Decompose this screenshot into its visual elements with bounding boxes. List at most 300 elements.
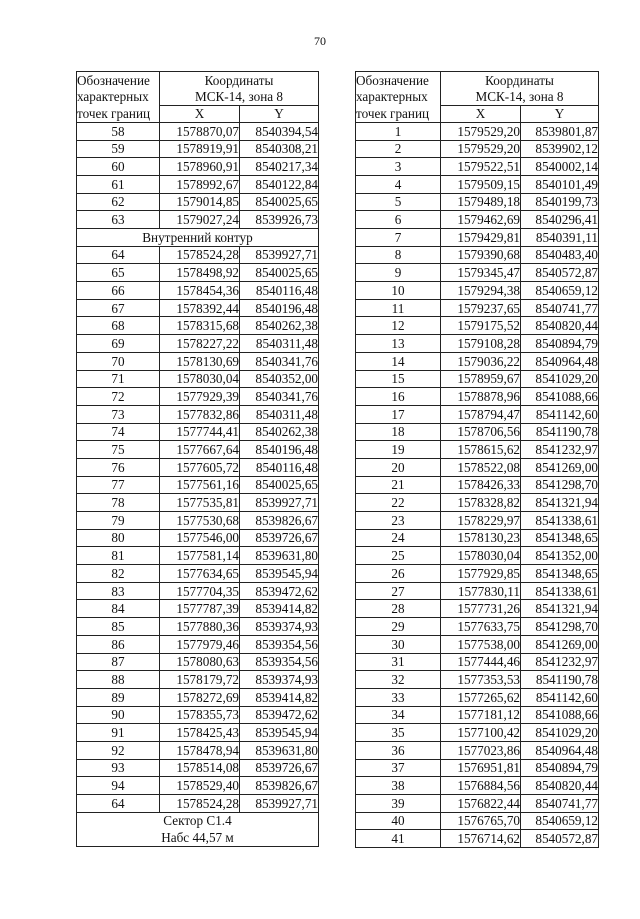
table-row [77, 582, 319, 600]
point-number: 39 [356, 795, 441, 813]
coord-x: 1577181,12 [441, 706, 521, 724]
point-number: 41 [356, 830, 441, 848]
point-number: 83 [77, 582, 160, 600]
table-row [77, 759, 319, 777]
coord-x: 1579175,52 [441, 317, 521, 335]
table-row [77, 264, 319, 282]
coord-y: 8540483,40 [521, 246, 599, 264]
coord-x: 1578272,69 [160, 688, 240, 706]
coord-x: 1577744,41 [160, 423, 240, 441]
coord-x: 1578425,43 [160, 724, 240, 742]
coord-y: 8539631,80 [240, 741, 319, 759]
coord-x: 1578426,33 [441, 476, 521, 494]
coord-y: 8540341,76 [240, 352, 319, 370]
table-row [356, 688, 599, 706]
table-row [77, 282, 319, 300]
coord-x: 1577535,81 [160, 494, 240, 512]
coord-x: 1579345,47 [441, 264, 521, 282]
coord-x: 1578328,82 [441, 494, 521, 512]
coord-x: 1579522,51 [441, 158, 521, 176]
point-number: 93 [77, 759, 160, 777]
coord-y: 8541338,61 [521, 512, 599, 530]
table-row [356, 175, 599, 193]
table-row [356, 423, 599, 441]
coord-x: 1579509,15 [441, 175, 521, 193]
coord-x: 1576765,70 [441, 812, 521, 830]
coord-y: 8539926,73 [240, 211, 319, 229]
coord-x: 1576714,62 [441, 830, 521, 848]
table-row [77, 635, 319, 653]
coord-x: 1579027,24 [160, 211, 240, 229]
coord-x: 1577023,86 [441, 741, 521, 759]
coord-y: 8539826,67 [240, 777, 319, 795]
coord-y: 8540659,12 [521, 812, 599, 830]
coord-y: 8539414,82 [240, 600, 319, 618]
point-number: 33 [356, 688, 441, 706]
coord-x: 1579529,20 [441, 140, 521, 158]
coord-y: 8539927,71 [240, 246, 319, 264]
coord-x: 1579237,65 [441, 299, 521, 317]
table-row [77, 352, 319, 370]
coord-y: 8541321,94 [521, 494, 599, 512]
table-row [356, 352, 599, 370]
point-number: 94 [77, 777, 160, 795]
table-row [356, 193, 599, 211]
coord-y: 8540196,48 [240, 299, 319, 317]
coord-x: 1579429,81 [441, 229, 521, 247]
coord-y: 8540659,12 [521, 282, 599, 300]
table-row [77, 423, 319, 441]
coord-x: 1578355,73 [160, 706, 240, 724]
point-number: 19 [356, 441, 441, 459]
point-number: 60 [77, 158, 160, 176]
coord-y: 8541029,20 [521, 724, 599, 742]
coord-x: 1577979,46 [160, 635, 240, 653]
table-row [356, 158, 599, 176]
coord-x: 1577832,86 [160, 405, 240, 423]
point-number: 67 [77, 299, 160, 317]
coord-y: 8540262,38 [240, 423, 319, 441]
point-number: 64 [77, 795, 160, 813]
coord-y: 8540308,21 [240, 140, 319, 158]
coord-y: 8541348,65 [521, 529, 599, 547]
coord-y: 8540352,00 [240, 370, 319, 388]
point-number: 31 [356, 653, 441, 671]
coord-x: 1578179,72 [160, 671, 240, 689]
header-points-label: характерных [77, 88, 160, 105]
table-row [356, 812, 599, 830]
table-row [356, 140, 599, 158]
coord-x: 1578524,28 [160, 795, 240, 813]
point-number: 70 [77, 352, 160, 370]
point-number: 89 [77, 688, 160, 706]
point-number: 58 [77, 122, 160, 140]
point-number: 30 [356, 635, 441, 653]
table-row [77, 547, 319, 565]
table-row [356, 211, 599, 229]
table-row [77, 370, 319, 388]
coord-y: 8540199,73 [521, 193, 599, 211]
coord-y: 8540002,14 [521, 158, 599, 176]
coord-y: 8540820,44 [521, 317, 599, 335]
coord-x: 1577667,64 [160, 441, 240, 459]
coord-y: 8541338,61 [521, 582, 599, 600]
coord-x: 1577830,11 [441, 582, 521, 600]
table-row [356, 335, 599, 353]
table-row [356, 370, 599, 388]
coord-x: 1578522,08 [441, 458, 521, 476]
point-number: 90 [77, 706, 160, 724]
table-row [356, 529, 599, 547]
coord-x: 1578870,07 [160, 122, 240, 140]
table-row [77, 512, 319, 530]
coord-x: 1579529,20 [441, 122, 521, 140]
table-row [77, 388, 319, 406]
coord-x: 1577787,39 [160, 600, 240, 618]
table-row [356, 600, 599, 618]
point-number: 61 [77, 175, 160, 193]
coord-y: 8540341,76 [240, 388, 319, 406]
table-row [77, 458, 319, 476]
coord-y: 8540394,54 [240, 122, 319, 140]
coord-x: 1577731,26 [441, 600, 521, 618]
page-number: 70 [314, 34, 326, 48]
coord-y: 8540311,48 [240, 405, 319, 423]
coordinates-table-right [355, 71, 599, 848]
point-number: 8 [356, 246, 441, 264]
coord-y: 8539414,82 [240, 688, 319, 706]
coord-x: 1577530,68 [160, 512, 240, 530]
coord-x: 1578992,67 [160, 175, 240, 193]
table-row [77, 175, 319, 193]
table-row [356, 476, 599, 494]
table-row [77, 317, 319, 335]
header-crs: МСК-14, зона 8 [441, 88, 599, 105]
coord-y: 8541269,00 [521, 635, 599, 653]
point-number: 29 [356, 618, 441, 636]
coord-y: 8540122,84 [240, 175, 319, 193]
coord-y: 8540741,77 [521, 299, 599, 317]
coord-x: 1578514,08 [160, 759, 240, 777]
coord-x: 1578229,97 [441, 512, 521, 530]
point-number: 37 [356, 759, 441, 777]
coord-x: 1577704,35 [160, 582, 240, 600]
point-number: 84 [77, 600, 160, 618]
point-number: 74 [77, 423, 160, 441]
point-number: 3 [356, 158, 441, 176]
point-number: 92 [77, 741, 160, 759]
coord-y: 8540572,87 [521, 830, 599, 848]
coord-y: 8539826,67 [240, 512, 319, 530]
table-row [356, 724, 599, 742]
coord-x: 1577265,62 [441, 688, 521, 706]
coord-x: 1579014,85 [160, 193, 240, 211]
point-number: 18 [356, 423, 441, 441]
table-row [77, 688, 319, 706]
coord-x: 1577929,39 [160, 388, 240, 406]
table-row [356, 282, 599, 300]
table-row [356, 229, 599, 247]
point-number: 40 [356, 812, 441, 830]
coord-x: 1579294,38 [441, 282, 521, 300]
coord-y: 8541298,70 [521, 618, 599, 636]
point-number: 15 [356, 370, 441, 388]
point-number: 91 [77, 724, 160, 742]
table-row [356, 264, 599, 282]
coord-y: 8541352,00 [521, 547, 599, 565]
coord-y: 8540025,65 [240, 264, 319, 282]
coord-y: 8540217,34 [240, 158, 319, 176]
coord-y: 8539472,62 [240, 582, 319, 600]
table-row [356, 547, 599, 565]
coord-x: 1578524,28 [160, 246, 240, 264]
point-number: 14 [356, 352, 441, 370]
coord-y: 8539354,56 [240, 635, 319, 653]
coord-y: 8541029,20 [521, 370, 599, 388]
coord-x: 1578794,47 [441, 405, 521, 423]
coord-x: 1578130,23 [441, 529, 521, 547]
table-row [77, 441, 319, 459]
table-row [77, 211, 319, 229]
point-number: 64 [77, 246, 160, 264]
coord-x: 1576951,81 [441, 759, 521, 777]
coord-y: 8540572,87 [521, 264, 599, 282]
point-number: 23 [356, 512, 441, 530]
coord-y: 8540025,65 [240, 476, 319, 494]
point-number: 69 [77, 335, 160, 353]
coord-y: 8541088,66 [521, 706, 599, 724]
coord-x: 1578529,40 [160, 777, 240, 795]
table-row [77, 618, 319, 636]
table-row [356, 388, 599, 406]
coord-x: 1578960,91 [160, 158, 240, 176]
point-number: 5 [356, 193, 441, 211]
point-number: 34 [356, 706, 441, 724]
table-row [356, 299, 599, 317]
point-number: 79 [77, 512, 160, 530]
table-row [77, 476, 319, 494]
coord-x: 1578615,62 [441, 441, 521, 459]
table-row [356, 759, 599, 777]
table-row [356, 441, 599, 459]
point-number: 86 [77, 635, 160, 653]
table-row [356, 618, 599, 636]
sector-label: Сектор С1.4 [77, 812, 319, 829]
coord-y: 8540262,38 [240, 317, 319, 335]
header-points-label: Обозначение [356, 72, 441, 89]
table-row [77, 653, 319, 671]
header-coordinates-title: Координаты [441, 72, 599, 89]
table-row [356, 671, 599, 689]
point-number: 78 [77, 494, 160, 512]
coord-y: 8541190,78 [521, 671, 599, 689]
point-number: 77 [77, 476, 160, 494]
coord-y: 8539374,93 [240, 618, 319, 636]
table-row [77, 795, 319, 813]
table-row [77, 335, 319, 353]
coord-x: 1578227,22 [160, 335, 240, 353]
coord-y: 8540101,49 [521, 175, 599, 193]
point-number: 72 [77, 388, 160, 406]
table-row [77, 299, 319, 317]
coord-y: 8541298,70 [521, 476, 599, 494]
coord-y: 8540311,48 [240, 335, 319, 353]
coord-y: 8539545,94 [240, 724, 319, 742]
point-number: 2 [356, 140, 441, 158]
table-row [77, 193, 319, 211]
point-number: 10 [356, 282, 441, 300]
point-number: 62 [77, 193, 160, 211]
table-row [77, 741, 319, 759]
coord-y: 8541348,65 [521, 565, 599, 583]
table-row [356, 494, 599, 512]
coord-y: 8539726,67 [240, 759, 319, 777]
table-row [356, 582, 599, 600]
header-points-label: точек границ [77, 105, 160, 122]
point-number: 81 [77, 547, 160, 565]
point-number: 7 [356, 229, 441, 247]
table-row [77, 122, 319, 140]
coord-y: 8540894,79 [521, 759, 599, 777]
point-number: 26 [356, 565, 441, 583]
point-number: 80 [77, 529, 160, 547]
point-number: 24 [356, 529, 441, 547]
coord-y: 8539726,67 [240, 529, 319, 547]
coord-x: 1576822,44 [441, 795, 521, 813]
point-number: 12 [356, 317, 441, 335]
point-number: 16 [356, 388, 441, 406]
point-number: 1 [356, 122, 441, 140]
coord-y: 8541269,00 [521, 458, 599, 476]
coord-y: 8540116,48 [240, 458, 319, 476]
coord-y: 8539927,71 [240, 494, 319, 512]
header-points-label: характерных [356, 88, 441, 105]
coord-y: 8540391,11 [521, 229, 599, 247]
point-number: 17 [356, 405, 441, 423]
point-number: 20 [356, 458, 441, 476]
point-number: 59 [77, 140, 160, 158]
coord-x: 1578706,56 [441, 423, 521, 441]
coord-y: 8539927,71 [240, 795, 319, 813]
coord-x: 1577444,46 [441, 653, 521, 671]
coord-y: 8540820,44 [521, 777, 599, 795]
table-row [77, 565, 319, 583]
coord-y: 8541232,97 [521, 441, 599, 459]
point-number: 82 [77, 565, 160, 583]
table-row [77, 706, 319, 724]
coord-y: 8541232,97 [521, 653, 599, 671]
table-row [77, 724, 319, 742]
coord-y: 8539545,94 [240, 565, 319, 583]
point-number: 71 [77, 370, 160, 388]
point-number: 76 [77, 458, 160, 476]
point-number: 22 [356, 494, 441, 512]
point-number: 4 [356, 175, 441, 193]
coord-x: 1578315,68 [160, 317, 240, 335]
table-row [77, 494, 319, 512]
coordinates-table-left [76, 71, 319, 847]
table-row [356, 317, 599, 335]
point-number: 73 [77, 405, 160, 423]
table-row [356, 830, 599, 848]
table-row [77, 600, 319, 618]
coord-y: 8540025,65 [240, 193, 319, 211]
point-number: 9 [356, 264, 441, 282]
coord-y: 8540964,48 [521, 741, 599, 759]
coord-x: 1577633,75 [441, 618, 521, 636]
coord-y: 8541321,94 [521, 600, 599, 618]
coord-y: 8540196,48 [240, 441, 319, 459]
coord-x: 1578130,69 [160, 352, 240, 370]
coord-x: 1578080,63 [160, 653, 240, 671]
header-x: X [160, 105, 240, 122]
coord-x: 1579036,22 [441, 352, 521, 370]
header-coordinates-title: Координаты [160, 72, 319, 89]
coord-x: 1577581,14 [160, 547, 240, 565]
table-row [356, 795, 599, 813]
point-number: 32 [356, 671, 441, 689]
point-number: 13 [356, 335, 441, 353]
coord-y: 8540964,48 [521, 352, 599, 370]
coord-x: 1578498,92 [160, 264, 240, 282]
coord-x: 1577561,16 [160, 476, 240, 494]
point-number: 38 [356, 777, 441, 795]
point-number: 21 [356, 476, 441, 494]
table-row [356, 635, 599, 653]
coord-y: 8539631,80 [240, 547, 319, 565]
coord-x: 1579462,69 [441, 211, 521, 229]
coord-x: 1578030,04 [160, 370, 240, 388]
coord-y: 8540296,41 [521, 211, 599, 229]
coord-y: 8540116,48 [240, 282, 319, 300]
coord-x: 1579390,68 [441, 246, 521, 264]
coord-x: 1579489,18 [441, 193, 521, 211]
section-label: Внутренний контур [77, 229, 319, 247]
point-number: 11 [356, 299, 441, 317]
point-number: 35 [356, 724, 441, 742]
header-x: X [441, 105, 521, 122]
point-number: 36 [356, 741, 441, 759]
coord-x: 1577929,85 [441, 565, 521, 583]
table-row [77, 777, 319, 795]
coord-y: 8540894,79 [521, 335, 599, 353]
coord-y: 8541142,60 [521, 688, 599, 706]
point-number: 27 [356, 582, 441, 600]
coord-x: 1578454,36 [160, 282, 240, 300]
coord-y: 8539801,87 [521, 122, 599, 140]
table-row [77, 140, 319, 158]
coord-y: 8541088,66 [521, 388, 599, 406]
table-row [356, 246, 599, 264]
coord-y: 8540741,77 [521, 795, 599, 813]
table-row [356, 706, 599, 724]
coord-y: 8539472,62 [240, 706, 319, 724]
table-row [356, 653, 599, 671]
header-y: Y [521, 105, 599, 122]
table-row [356, 741, 599, 759]
coord-y: 8541142,60 [521, 405, 599, 423]
point-number: 63 [77, 211, 160, 229]
table-row [356, 122, 599, 140]
coord-x: 1578392,44 [160, 299, 240, 317]
table-row [356, 405, 599, 423]
coord-x: 1577605,72 [160, 458, 240, 476]
point-number: 88 [77, 671, 160, 689]
coord-x: 1578030,04 [441, 547, 521, 565]
table-row [77, 405, 319, 423]
point-number: 75 [77, 441, 160, 459]
point-number: 85 [77, 618, 160, 636]
